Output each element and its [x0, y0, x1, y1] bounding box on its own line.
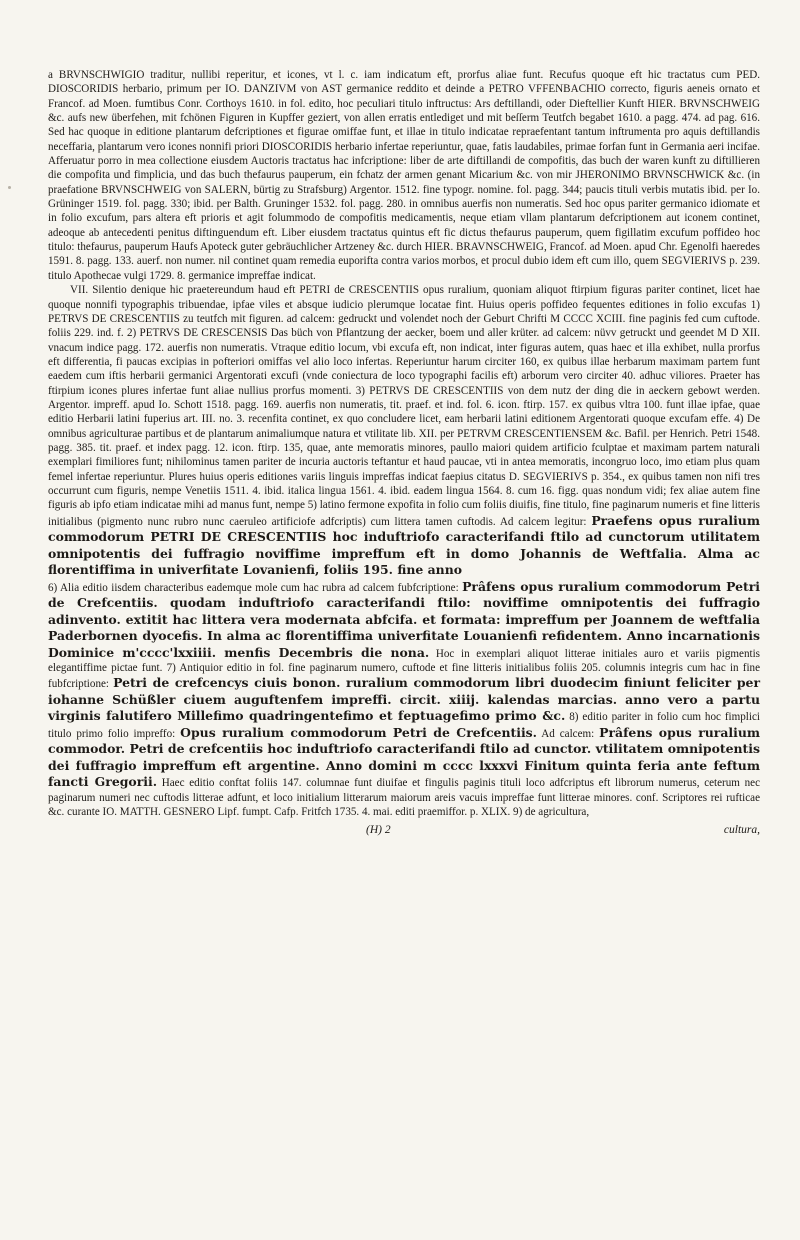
blackletter-colophon-1: Praefens opus ruralium commodorum PETRI DE CRESCENTIIS hoc induftriofo caracterifandi ftilo ad cunctorum utilitatem omnipotentis dei fuffragio noviffime impreffum eft in domo Johannis de Weftfalia. Alma ac florentiffima in univerfitate Lovanienfi, foliis 195. fine anno [48, 512, 760, 578]
signature-mark: (H) 2 [366, 824, 391, 836]
edition-7-text: Hoc in exemplari aliquot litterae initiales auro et variis pigmentis elegantiffime pictae funt. 7) Antiquior editio in fol. fine paginarum numero, cuftode et fine litteris initialibus foliis 205. columnis integris cum hac in fine fubfcriptione: [48, 647, 760, 691]
blackletter-colophon-5: Prâfens opus ruralium commodor. Petri de crefcentiis hoc induftriofo caracterifandi ftilo ad cunctor. vtilitatem omnipotentis dei fuffragio impreffum eft argentine. Anno domini m cccc lxxxvi Finitum quinta feria ante feftum fancti Gregorii. [48, 724, 761, 790]
paragraph-crescentiis-text: VII. Silentio denique hic praetereundum haud eft PETRI de CRESCENTIIS opus ruralium, quoniam aliquot ftirpium figuras pariter continet, licet hae quoque nonnifi typographis tribuendae, ipfae viles et absque iudicio plerumque locatae fint. Huius operis poffideo fequentes editiones in folio excufas 1) PETRVS DE CRESCENTIIS zu teutfch mit figuren. ad calcem: gedruckt und volendet noch der Geburt Chrifti M CCCC XCIII. fine paginis fed cum cuftode. foliis 229. ind. f. 2) PETRVS DE CRESCENSIS Das büch von Pflantzung der aecker, boem und aller krüter. ad calcem: nüvv getruckt und geendet M D XII. vnacum indice pagg. 172. auerfis non numeratis. Vtraque editio locum, vbi excufa eft, non indicat, inter figuras autem, quas haec et illa exhibet, nulla prorfus eft differentia, fi paucas excipias in pofteriori omiffas vel alio loco infertas. Reperiuntur harum circiter 160, ex quibus illae herbarum maximam partem funt eaedem cum iftis herbarii germanici Argentorati excufi (vnde coniectura de loco typographi facilis eft) arborum vero circiter 40. adhuc viliores. Praeter has ftirpium icones plures infertae funt aliae nullius prorfus momenti. 3) PETRVS DE CRESCENTIIS von dem nutz der ding die in aeckern gebowt werden. Argentor. impreff. apud Io. Schott 1518. pagg. 169. auerfis non numeratis, tit. praef. et ind. fol. 6. icon. ftirp. 157. ex quibus vltra 100. funt illae ipfae, quae editio Herbarii latini fuperius art. III. no. 3. recenfita continet, ex quo concludere licet, eam herbarii latini editionem Argentorati quoque excufam effe. 4) De omnibus agriculturae partibus et de plantarum animaliumque natura et vtilitate lib. XII. per PETRVM CRESCENTIENSEM &c. Bafil. per Henrich. Petri 1548. pagg. 385. tit. praef. et index pagg. 12. icon. ftirp. 135, quae, ante memoratis minores, paullo maiori quidem artificio fculptae et maximam partem naturali exemplari fimiliores funt; nihilominus tamen pariter de incuria auctoris teftantur et haud paucae, vti in antea memoratis, incongruo loco, imo etiam plus quam femel infertae reperiuntur. Plures huius operis editiones variis linguis impreffas indicat faepius citatus D. SEGVIERIVS p. 354., ex quibus tamen non nifi tres occurrunt cum figuris, nempe Venetiis 1511. 4. ibid. italica lingua 1561. 4. ibid. eadem lingua 1564. 8. cum 16. figg. quas nondum vidi; fex aliae autem fine figuris ab ipfo etiam indicatae mihi ad manus funt, nempe 5) latino fermone expofita in folio cum foliis diuifis, fine titulo, fine paginarum numeris et fine litteris initialibus (pigmento nunc rubro nunc caeruleo artificiofe adfcriptis) cum littera tamen cuftodis. Ad calcem legitur: [48, 284, 760, 528]
edition-8-calcem: Ad calcem: [541, 727, 595, 740]
text-column [48, 68, 760, 819]
paragraph-brunschwig: a BRVNSCHWIGIO traditur, nullibi reperitur, et icones, vt l. c. iam indicatum eft, prorfus aliae funt. Recufus quoque eft hic tractatus cum PED. DIOSCORIDIS herbario, primum per IO. DANZIVM von AST germanice reddito et deinde a PETRO VFFENBACHIO correcto, figuris aeneis ornato et Francof. ad Moen. fumtibus Conr. Corthoys 1610. in fol. edito, hoc peculiari titulo inftructus: Ars deftillandi, oder Dieftellier Kunft HIER. BRVNSCHWEIG &c. aufs new überfehen, mit fchönen Figuren in Kupffer geziert, von allen erratis entlediget und mit beſſerm Teutfch begabet 1610. a pagg. 474. ad pag. 616. Sed hac quoque in editione plantarum defcriptiones et figurae omiffae funt, et illae in titulo indicatae repraefentant tantum inftrumenta pro aquis deftillandis neceffaria, plantarum vero icones nonnifi priori DIOSCORIDIS herbario infertae reperiuntur, quae, fatis laudabiles, primae forfan funt in Germania aeri incifae. Afferuatur porro in mea collectione eiusdem Auctoris tractatus hac infcriptione: liber de arte diftillandi de compofitis, das buch der waren kunft zu diftillieren die compofita und fimplicia, und das buch thefaurus pauperum, ein fchatz der armen genant Micarium &c. von mir JHERONIMO BRVNSCHWICK &c. (in praefatione BRVNSCHWEIG von SALERN, bürtig zu Strafsburg) Argentor. 1512. fine typogr. nomine. fol. pagg. 344; paucis tituli verbis mutatis ibid. per Io. Grüninger 1519. fol. pagg. 330; ibid. per Balth. Gruninger 1532. fol. pagg. 280. in omnibus auerfis non numeratis. Sed hoc opus pariter germanico idiomate et in folio excufum, pars altera eft prioris et agit folummodo de compofitis medicamentis, neque etiam vllam plantarum defcriptionem aut iconem continet, adeoque ab antecedenti penitus diftinguendum eft. Liber eiusdem tractatus quintus eft fic dictus thefaurus pauperum, quem figillatim excufum poffideo hoc titulo: thefaurus, pauperum Haufs Apoteck guter gebräuchlicher Artzeney &c. durch HIER. BRAVNSCHWEIG, Francof. ad Moen. apud Chr. Egenolfi haeredes 1591. 8. pagg. 133. auerf. non numer. nil continet quam remedia euporifta contra varios morbos, et procul dubio idem eft cum illo, quem SEGVIERIVS p. 239. titulo Apothecae vulgi 1729. 8. germanice impreffae indicat. [48, 69, 760, 282]
page-footer [48, 824, 760, 840]
edition-8-description: Haec editio conftat foliis 147. columnae funt diuifae et fingulis paginis tituli loco adfcriptus eft librorum numerus, ceterum nec paginarum numeri nec cuftodis litterae adfunt, et loco initialium litterarum maiorum areis vacuis impreffae funt litterae minores. conf. Scriptores rei rufticae &c. curante IO. MATTH. GESNERO Lipf. fumpt. Cafp. Fritfch 1735. 4. mai. editi praemiffor. p. XLIX. 9) de agricultura, [48, 777, 761, 819]
edition-6-text: 6) Alia editio iisdem characteribus eademque mole cum hac rubra ad calcem fubfcriptione: [48, 581, 459, 594]
paragraph-edition-6 [48, 579, 760, 820]
paragraph-crescentiis [48, 283, 760, 578]
catchword: cultura, [723, 824, 760, 836]
blackletter-title-8: Opus ruralium commodorum Petri de Crefcentiis. [180, 724, 537, 740]
edition-8-text: 8) editio pariter in folio cum hoc fimplici titulo primo folio impreffo: [48, 711, 760, 740]
blackletter-colophon-2: Prâfens opus ruralium commodorum Petri de Crefcentiis. quodam induftriofo caracterifandi ftilo: noviffime omnipotentis dei fuffragio adinvento. extitit hac littera vera modernata abfcifa. et formata: impreffum per Joannem de weftfalia Paderbornen dyocefis. In alma ac florentiffima univerfitate Louanienfi refidentem. Anno incarnationis Dominice m'cccc'lxxiiii. menfis Decembris die nona. [48, 578, 760, 660]
margin-speck [8, 186, 11, 189]
blackletter-colophon-3: Petri de crefcencys ciuis bonon. ruralium commodorum libri duodecim finiunt feliciter per iohanne Schüßler ciuem auguftenfem impreffi. circit. xiiij. kalendas marcias. anno vero a partu virginis falutifero Millefimo quadringentefimo et feptuagefimo primo &c. [48, 675, 760, 724]
